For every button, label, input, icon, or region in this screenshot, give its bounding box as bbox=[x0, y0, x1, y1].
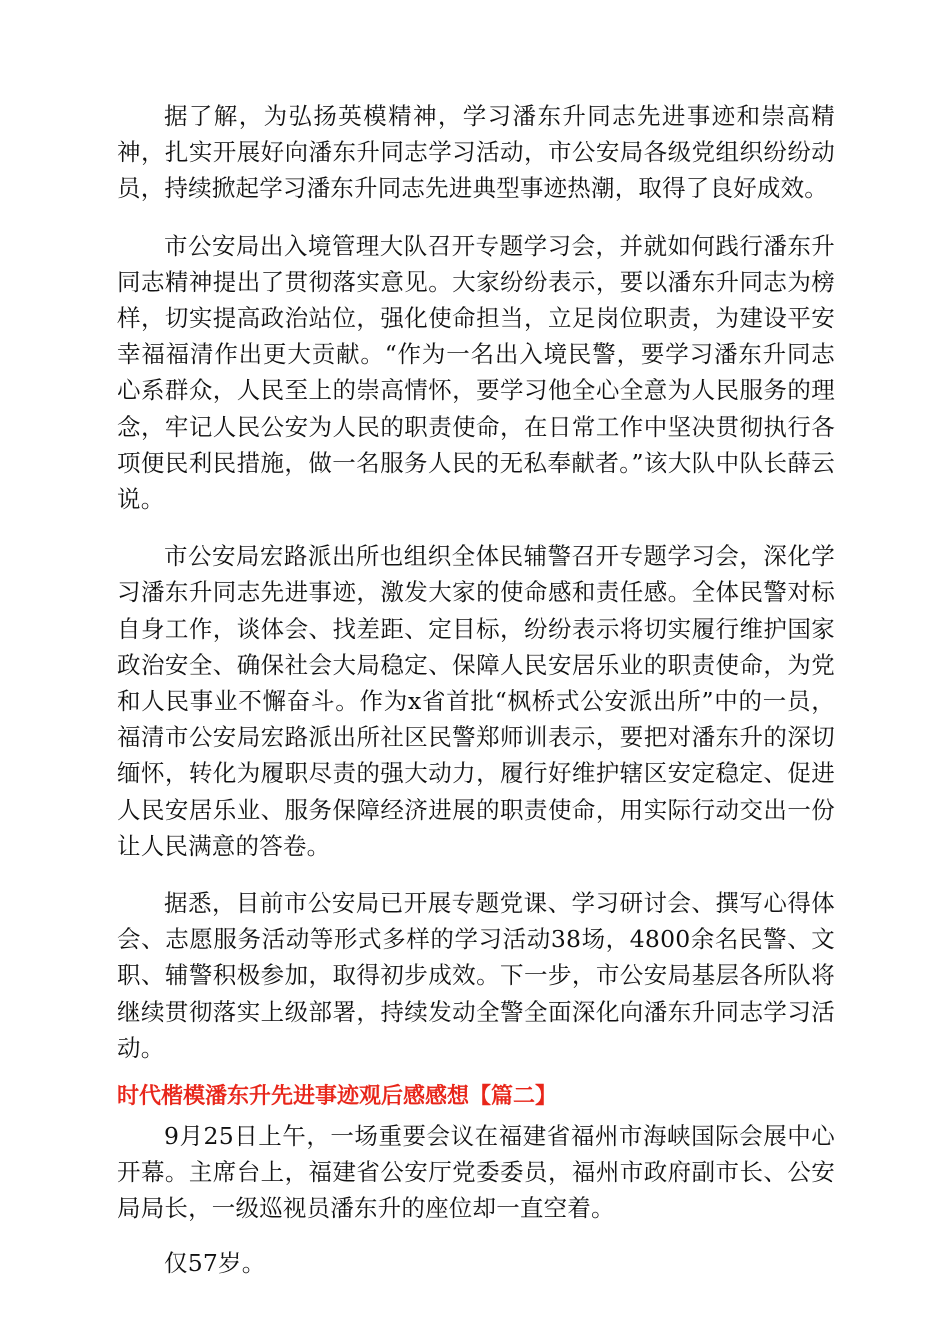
document-page bbox=[117, 98, 835, 1281]
paragraph-2: 市公安局出入境管理大队召开专题学习会，并就如何践行潘东升同志精神提出了贯彻落实意见。大家纷纷表示，要以潘东升同志为榜样，切实提高政治站位，强化使命担当，立足岗位职责，为建设平安幸福福清作出更大贡献。“作为一名出入境民警，要学习潘东升同志心系群众，人民至上的崇高情怀，要学习他全心全意为人民服务的理念，牢记人民公安为人民的职责使命，在日常工作中坚决贯彻执行各项便民利民措施，做一名服务人民的无私奉献者。”该大队中队长薛云说。 bbox=[117, 231, 835, 514]
paragraph-1: 据了解，为弘扬英模精神，学习潘东升同志先进事迹和崇高精神，扎实开展好向潘东升同志学习活动，市公安局各级党组织纷纷动员，持续掀起学习潘东升同志先进典型事迹热潮，取得了良好成效。 bbox=[117, 102, 835, 203]
section-paragraph-2: 仅57岁。 bbox=[164, 1248, 266, 1277]
section-paragraph-1: 9月25日上午，一场重要会议在福建省福州市海峡国际会展中心开幕。主席台上，福建省公安厅党委委员，福州市政府副市长、公安局局长，一级巡视员潘东升的座位却一直空着。 bbox=[117, 1122, 835, 1223]
paragraph-4: 据悉，目前市公安局已开展专题党课、学习研讨会、撰写心得体会、志愿服务活动等形式多样的学习活动38场，4800余名民警、文职、辅警积极参加，取得初步成效。下一步，市公安局基层各所队将继续贯彻落实上级部署，持续发动全警全面深化向潘东升同志学习活动。 bbox=[117, 889, 835, 1062]
paragraph-3: 市公安局宏路派出所也组织全体民辅警召开专题学习会，深化学习潘东升同志先进事迹，激发大家的使命感和责任感。全体民警对标自身工作，谈体会、找差距、定目标，纷纷表示将切实履行维护国家政治安全、确保社会大局稳定、保障人民安居乐业的职责使命，为党和人民事业不懈奋斗。作为x省首批“枫桥式公安派出所”中的一员，福清市公安局宏路派出所社区民警郑师训表示，要把对潘东升的深切缅怀，转化为履职尽责的强大动力，履行好维护辖区安定稳定、促进人民安居乐业、服务保障经济进展的职责使命，用实际行动交出一份让人民满意的答卷。 bbox=[117, 542, 835, 860]
section-heading: 时代楷模潘东升先进事迹观后感感想【篇二】 bbox=[117, 1084, 558, 1110]
